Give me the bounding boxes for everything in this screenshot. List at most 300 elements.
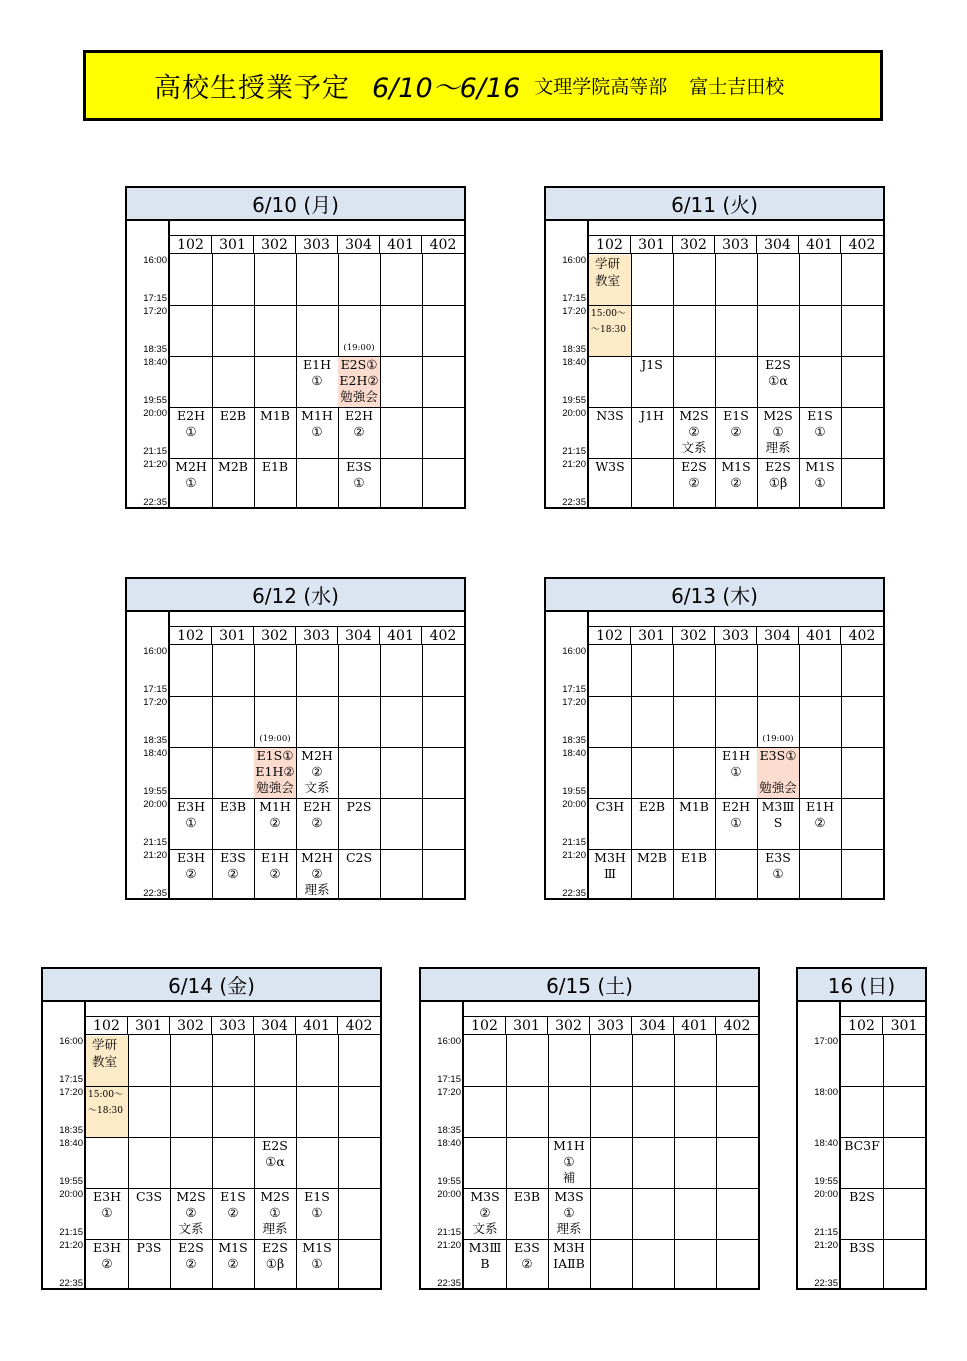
room-header: 303 bbox=[715, 627, 757, 644]
time-label: 20:00 bbox=[437, 1189, 461, 1200]
class-cell bbox=[254, 459, 296, 509]
class-cell-line: E1S bbox=[220, 1189, 246, 1204]
class-cell-line: M3S bbox=[554, 1189, 584, 1204]
day-panel bbox=[419, 967, 760, 1290]
class-cell bbox=[170, 1189, 212, 1239]
time-label: 19:55 bbox=[59, 1176, 83, 1187]
class-cell-line: E1H bbox=[303, 357, 331, 372]
class-cell-line: ① bbox=[772, 866, 784, 881]
time-label: 21:15 bbox=[437, 1227, 461, 1238]
class-cell-line: P2S bbox=[346, 799, 372, 814]
class-cell-line: 文系 bbox=[178, 1221, 204, 1236]
time-label: 16:00 bbox=[437, 1036, 461, 1047]
class-cell-line: 理系 bbox=[556, 1221, 582, 1236]
time-label: 21:15 bbox=[562, 446, 586, 457]
class-cell-line: E2H bbox=[345, 408, 373, 423]
class-cell-line: E2B bbox=[219, 408, 247, 423]
class-cell-line: E1H bbox=[722, 748, 750, 763]
class-cell bbox=[589, 850, 631, 900]
class-cell-line: M1B bbox=[679, 799, 709, 814]
room-header: 302 bbox=[673, 627, 715, 644]
time-label: 17:20 bbox=[59, 1087, 83, 1098]
time-label: 16:00 bbox=[143, 255, 167, 266]
class-cell-line: ② bbox=[688, 475, 700, 490]
time-label: 22:35 bbox=[59, 1278, 83, 1289]
schedule-body bbox=[589, 254, 883, 509]
time-label: 22:35 bbox=[143, 888, 167, 899]
class-cell-line: M3S bbox=[470, 1189, 500, 1204]
date-range: 6/10〜6/16 bbox=[372, 73, 521, 104]
column-divider bbox=[422, 254, 423, 509]
class-cell-line: ② bbox=[185, 866, 197, 881]
class-cell bbox=[631, 850, 673, 900]
class-cell-line: ① bbox=[730, 815, 742, 830]
row-divider bbox=[86, 1137, 380, 1138]
room-header: 301 bbox=[506, 1017, 548, 1034]
class-cell bbox=[589, 408, 631, 458]
class-cell-line: ① bbox=[311, 1256, 323, 1271]
class-cell-line: E1H bbox=[806, 799, 834, 814]
time-label: 18:40 bbox=[814, 1138, 838, 1149]
time-label: 18:40 bbox=[562, 748, 586, 759]
schedule-grid bbox=[798, 1002, 925, 1290]
class-cell-line: ② bbox=[688, 424, 700, 439]
class-cell-line: E2S bbox=[765, 357, 791, 372]
class-cell-line: 理系 bbox=[262, 1221, 288, 1236]
class-cell-line: 教室 bbox=[595, 273, 621, 288]
row-divider bbox=[589, 696, 883, 697]
day-title: 6/15 (土) bbox=[421, 969, 758, 1002]
class-cell-line: ⅠAⅡB bbox=[553, 1256, 585, 1271]
time-label: 19:55 bbox=[437, 1176, 461, 1187]
class-cell-line: E3B bbox=[219, 799, 247, 814]
class-cell bbox=[170, 850, 212, 900]
room-header: 303 bbox=[296, 236, 338, 253]
room-header: 402 bbox=[723, 1018, 751, 1034]
class-cell bbox=[128, 1189, 170, 1239]
time-label: 17:20 bbox=[143, 306, 167, 317]
class-cell-line: M3H bbox=[553, 1240, 585, 1255]
time-label: 18:40 bbox=[143, 357, 167, 368]
header-spacer-row bbox=[464, 1002, 758, 1017]
class-cell bbox=[799, 408, 841, 458]
room-header-row bbox=[589, 627, 883, 645]
class-cell-line: M3H bbox=[594, 850, 626, 865]
class-cell-line: ② bbox=[311, 815, 323, 830]
schedule-grid bbox=[546, 612, 883, 900]
time-label: 19:55 bbox=[814, 1176, 838, 1187]
class-cell-line: 〜18:30 bbox=[591, 325, 626, 335]
time-label: 22:35 bbox=[437, 1278, 461, 1289]
class-cell bbox=[506, 1240, 548, 1290]
class-cell-line: ① bbox=[311, 1205, 323, 1220]
room-header: 402 bbox=[345, 1018, 373, 1034]
class-cell bbox=[254, 799, 296, 849]
day-panel bbox=[125, 577, 466, 900]
class-cell bbox=[799, 459, 841, 509]
time-label: 21:20 bbox=[562, 850, 586, 861]
day-title: 6/10 (月) bbox=[127, 188, 464, 221]
class-cell bbox=[841, 1138, 883, 1188]
class-cell bbox=[296, 408, 338, 458]
class-cell-line: ① bbox=[772, 424, 784, 439]
room-header-row bbox=[841, 1017, 925, 1035]
class-cell-line: ① bbox=[311, 424, 323, 439]
day-title: 16 (日) bbox=[798, 969, 925, 1002]
class-cell-line: ① bbox=[353, 475, 365, 490]
time-label: 17:15 bbox=[143, 293, 167, 304]
class-cell-line: 学研 bbox=[595, 256, 621, 271]
class-cell-line: M1H bbox=[553, 1138, 585, 1153]
class-cell bbox=[631, 408, 673, 458]
class-cell bbox=[296, 1240, 338, 1290]
class-cell bbox=[254, 748, 296, 798]
class-cell-line: E3S bbox=[346, 459, 372, 474]
time-label: 18:40 bbox=[562, 357, 586, 368]
class-cell-line: E1S bbox=[723, 408, 749, 423]
time-label: 21:15 bbox=[143, 837, 167, 848]
class-cell-line: 文系 bbox=[472, 1221, 498, 1236]
class-cell-line: E3S bbox=[220, 850, 246, 865]
class-cell-line: B bbox=[480, 1256, 490, 1271]
row-divider bbox=[170, 305, 464, 306]
time-label: 18:35 bbox=[437, 1125, 461, 1136]
class-cell-line: ② bbox=[101, 1256, 113, 1271]
class-cell-line: ② bbox=[227, 1256, 239, 1271]
class-cell-line: BC3F bbox=[844, 1138, 880, 1153]
time-label: 20:00 bbox=[562, 799, 586, 810]
room-header: 102 bbox=[841, 1017, 883, 1034]
day-panel bbox=[544, 186, 885, 509]
class-cell-line: S bbox=[773, 815, 783, 830]
column-divider bbox=[716, 1035, 717, 1290]
class-cell-line: M2S bbox=[763, 408, 793, 423]
room-header: 304 bbox=[338, 236, 380, 253]
time-label: 18:35 bbox=[143, 735, 167, 746]
class-cell bbox=[170, 408, 212, 458]
class-cell bbox=[296, 357, 338, 407]
room-header: 401 bbox=[296, 1017, 338, 1034]
class-cell bbox=[589, 255, 631, 305]
class-cell bbox=[254, 1240, 296, 1290]
time-label: 21:20 bbox=[814, 1240, 838, 1251]
day-title: 6/12 (水) bbox=[127, 579, 464, 612]
class-cell bbox=[86, 1240, 128, 1290]
schedule-body bbox=[170, 254, 464, 509]
room-header: 304 bbox=[757, 236, 799, 253]
room-header-row bbox=[464, 1017, 758, 1035]
class-cell-line: 学研 bbox=[92, 1037, 118, 1052]
room-header: 303 bbox=[715, 236, 757, 253]
class-cell-line: 文系 bbox=[681, 440, 707, 455]
class-cell bbox=[715, 459, 757, 509]
class-cell bbox=[212, 408, 254, 458]
time-label: 21:15 bbox=[143, 446, 167, 457]
class-cell-line: ② bbox=[353, 424, 365, 439]
room-header: 102 bbox=[589, 627, 631, 644]
time-label: 21:20 bbox=[437, 1240, 461, 1251]
room-header: 302 bbox=[254, 627, 296, 644]
class-cell bbox=[506, 1189, 548, 1239]
class-cell-line: M3Ⅲ bbox=[761, 799, 795, 814]
header-spacer-row bbox=[170, 221, 464, 236]
class-cell-line: ② bbox=[227, 866, 239, 881]
class-cell bbox=[170, 799, 212, 849]
class-cell-line: W3S bbox=[595, 459, 625, 474]
time-label: 18:00 bbox=[814, 1087, 838, 1098]
day-panel bbox=[41, 967, 382, 1290]
day-title: 6/11 (火) bbox=[546, 188, 883, 221]
time-label: 20:00 bbox=[143, 799, 167, 810]
class-cell-line: E3S bbox=[765, 850, 791, 865]
time-label: 21:15 bbox=[59, 1227, 83, 1238]
class-cell bbox=[464, 1189, 506, 1239]
class-cell bbox=[589, 799, 631, 849]
class-cell-line: B3S bbox=[849, 1240, 875, 1255]
class-cell-line: M1H bbox=[259, 799, 291, 814]
class-cell-line: E1H bbox=[261, 850, 289, 865]
class-cell-line: E2S① bbox=[340, 357, 378, 372]
time-label: 16:00 bbox=[562, 646, 586, 657]
time-label: 19:55 bbox=[143, 786, 167, 797]
class-cell bbox=[548, 1138, 590, 1188]
time-label: 21:15 bbox=[562, 837, 586, 848]
column-divider bbox=[422, 645, 423, 900]
class-cell bbox=[170, 1240, 212, 1290]
time-label: 22:35 bbox=[562, 888, 586, 899]
schedule-grid bbox=[421, 1002, 758, 1290]
class-cell bbox=[589, 459, 631, 509]
class-cell bbox=[757, 799, 799, 849]
class-cell bbox=[86, 1189, 128, 1239]
day-title: 6/13 (木) bbox=[546, 579, 883, 612]
class-cell bbox=[757, 459, 799, 509]
class-cell-line: 教室 bbox=[92, 1054, 118, 1069]
schedule-grid bbox=[127, 221, 464, 509]
class-cell-line: ①β bbox=[768, 475, 788, 490]
time-label: 18:35 bbox=[143, 344, 167, 355]
class-cell-line: M2S bbox=[176, 1189, 206, 1204]
day-panel bbox=[125, 186, 466, 509]
time-label: 22:35 bbox=[814, 1278, 838, 1289]
class-cell-line: E3S① bbox=[759, 748, 797, 763]
class-cell bbox=[464, 1240, 506, 1290]
class-cell bbox=[254, 1138, 296, 1188]
room-header: 302 bbox=[548, 1017, 590, 1034]
class-cell-line: E1S bbox=[304, 1189, 330, 1204]
class-cell bbox=[631, 799, 673, 849]
column-divider bbox=[841, 645, 842, 900]
class-cell bbox=[338, 459, 380, 509]
class-cell-line: J1H bbox=[640, 408, 664, 423]
class-cell-line: ② bbox=[479, 1205, 491, 1220]
class-cell bbox=[212, 459, 254, 509]
class-cell-line: E1B bbox=[261, 459, 289, 474]
class-cell-line: ① bbox=[101, 1205, 113, 1220]
column-divider bbox=[674, 1035, 675, 1290]
time-label: 16:00 bbox=[59, 1036, 83, 1047]
class-cell bbox=[757, 357, 799, 407]
time-label: 17:15 bbox=[562, 684, 586, 695]
time-label: 20:00 bbox=[814, 1189, 838, 1200]
time-label: 17:20 bbox=[143, 697, 167, 708]
room-header: 304 bbox=[338, 627, 380, 644]
time-label: 18:35 bbox=[562, 735, 586, 746]
room-header: 401 bbox=[380, 236, 422, 253]
class-cell-line: P3S bbox=[136, 1240, 162, 1255]
class-cell bbox=[254, 850, 296, 900]
column-divider bbox=[799, 645, 800, 900]
time-label: 17:00 bbox=[814, 1036, 838, 1047]
room-header: 303 bbox=[296, 627, 338, 644]
time-label: 20:00 bbox=[562, 408, 586, 419]
class-cell-line: E3H bbox=[93, 1240, 121, 1255]
day-panel bbox=[544, 577, 885, 900]
class-cell-line: E2S bbox=[178, 1240, 204, 1255]
time-label: 22:35 bbox=[143, 497, 167, 508]
class-cell-line: E1S① bbox=[256, 748, 294, 763]
room-header: 402 bbox=[429, 628, 457, 644]
time-label: 21:15 bbox=[814, 1227, 838, 1238]
room-header: 301 bbox=[212, 627, 254, 644]
time-label: 20:00 bbox=[59, 1189, 83, 1200]
room-header: 301 bbox=[890, 1018, 918, 1034]
class-cell bbox=[715, 799, 757, 849]
column-divider bbox=[380, 254, 381, 509]
class-cell-line: E1B bbox=[680, 850, 708, 865]
class-cell-line: ② bbox=[730, 424, 742, 439]
class-cell-line: Ⅲ bbox=[603, 866, 617, 881]
column-divider bbox=[590, 1035, 591, 1290]
class-cell bbox=[338, 408, 380, 458]
class-cell-line: N3S bbox=[596, 408, 624, 423]
room-header: 102 bbox=[464, 1017, 506, 1034]
class-cell-line: ② bbox=[814, 815, 826, 830]
class-cell bbox=[254, 408, 296, 458]
class-cell-line: M1H bbox=[301, 408, 333, 423]
class-cell-line: M1S bbox=[805, 459, 835, 474]
class-cell bbox=[631, 357, 673, 407]
column-divider bbox=[632, 1035, 633, 1290]
class-cell bbox=[296, 850, 338, 900]
schedule-body bbox=[86, 1035, 380, 1290]
class-cell-line: ② bbox=[311, 866, 323, 881]
class-cell bbox=[212, 799, 254, 849]
title-banner bbox=[83, 50, 883, 121]
schedule-body bbox=[589, 645, 883, 900]
time-label: 17:15 bbox=[59, 1074, 83, 1085]
start-time-note: (19:00) bbox=[259, 734, 291, 744]
class-cell-line: M3Ⅲ bbox=[468, 1240, 502, 1255]
class-cell-line: J1S bbox=[641, 357, 663, 372]
class-cell bbox=[296, 1189, 338, 1239]
time-label: 17:20 bbox=[562, 306, 586, 317]
class-cell-line: 理系 bbox=[304, 882, 330, 897]
room-header: 301 bbox=[128, 1017, 170, 1034]
class-cell bbox=[338, 799, 380, 849]
start-time-note: (19:00) bbox=[343, 343, 375, 353]
class-cell bbox=[296, 799, 338, 849]
class-cell bbox=[86, 1087, 128, 1137]
header-spacer-row bbox=[589, 221, 883, 236]
class-cell bbox=[715, 408, 757, 458]
class-cell-line: 15:00〜 bbox=[591, 309, 626, 319]
day-panel bbox=[796, 967, 927, 1290]
class-cell-line: M2S bbox=[679, 408, 709, 423]
row-divider bbox=[86, 1086, 380, 1087]
class-cell-line: E2S bbox=[262, 1240, 288, 1255]
class-cell-line: E2H bbox=[177, 408, 205, 423]
time-label: 21:20 bbox=[143, 850, 167, 861]
header-spacer-row bbox=[86, 1002, 380, 1017]
class-cell bbox=[757, 850, 799, 900]
class-cell bbox=[799, 799, 841, 849]
class-cell-line: E2H bbox=[303, 799, 331, 814]
time-label: 21:20 bbox=[143, 459, 167, 470]
class-cell-line: ② bbox=[185, 1256, 197, 1271]
class-cell bbox=[86, 1036, 128, 1086]
class-cell bbox=[715, 748, 757, 798]
class-cell-line: ① bbox=[185, 815, 197, 830]
class-cell-line: ② bbox=[730, 475, 742, 490]
header-spacer-row bbox=[170, 612, 464, 627]
day-title: 6/14 (金) bbox=[43, 969, 380, 1002]
class-cell-line: C2S bbox=[345, 850, 373, 865]
class-cell-line: E1S bbox=[807, 408, 833, 423]
room-header: 102 bbox=[589, 236, 631, 253]
room-header: 401 bbox=[799, 236, 841, 253]
class-cell bbox=[673, 459, 715, 509]
room-header: 401 bbox=[380, 627, 422, 644]
class-cell-line: 補 bbox=[562, 1170, 576, 1185]
class-cell-line: ② bbox=[227, 1205, 239, 1220]
branch-name: 富士吉田校 bbox=[689, 76, 785, 98]
class-cell-line: B2S bbox=[849, 1189, 875, 1204]
column-divider bbox=[883, 1035, 884, 1290]
room-header: 401 bbox=[674, 1017, 716, 1034]
class-cell bbox=[841, 1189, 883, 1239]
time-label: 17:20 bbox=[437, 1087, 461, 1098]
class-cell-line: E2S bbox=[262, 1138, 288, 1153]
class-cell bbox=[338, 357, 380, 407]
class-cell-line: ② bbox=[269, 815, 281, 830]
class-cell-line: C3H bbox=[595, 799, 625, 814]
class-cell bbox=[212, 1240, 254, 1290]
room-header: 402 bbox=[848, 628, 876, 644]
class-cell-line: C3S bbox=[135, 1189, 163, 1204]
room-header: 301 bbox=[212, 236, 254, 253]
room-header: 304 bbox=[254, 1017, 296, 1034]
class-cell-line: M2H bbox=[301, 850, 333, 865]
schedule-body bbox=[841, 1035, 925, 1290]
room-header: 302 bbox=[170, 1017, 212, 1034]
class-cell-line: M2H bbox=[301, 748, 333, 763]
schedule-grid bbox=[43, 1002, 380, 1290]
row-divider bbox=[589, 305, 883, 306]
class-cell-line: M1S bbox=[721, 459, 751, 474]
class-cell-line: E3B bbox=[513, 1189, 541, 1204]
class-cell bbox=[841, 1240, 883, 1290]
room-header: 303 bbox=[590, 1017, 632, 1034]
schedule-body bbox=[170, 645, 464, 900]
class-cell-line: E3H bbox=[177, 850, 205, 865]
room-header: 102 bbox=[170, 236, 212, 253]
time-label: 16:00 bbox=[562, 255, 586, 266]
class-cell bbox=[673, 850, 715, 900]
class-cell-line: 〜18:30 bbox=[88, 1106, 123, 1116]
class-cell-line: ② bbox=[311, 764, 323, 779]
class-cell-line: ① bbox=[730, 764, 742, 779]
